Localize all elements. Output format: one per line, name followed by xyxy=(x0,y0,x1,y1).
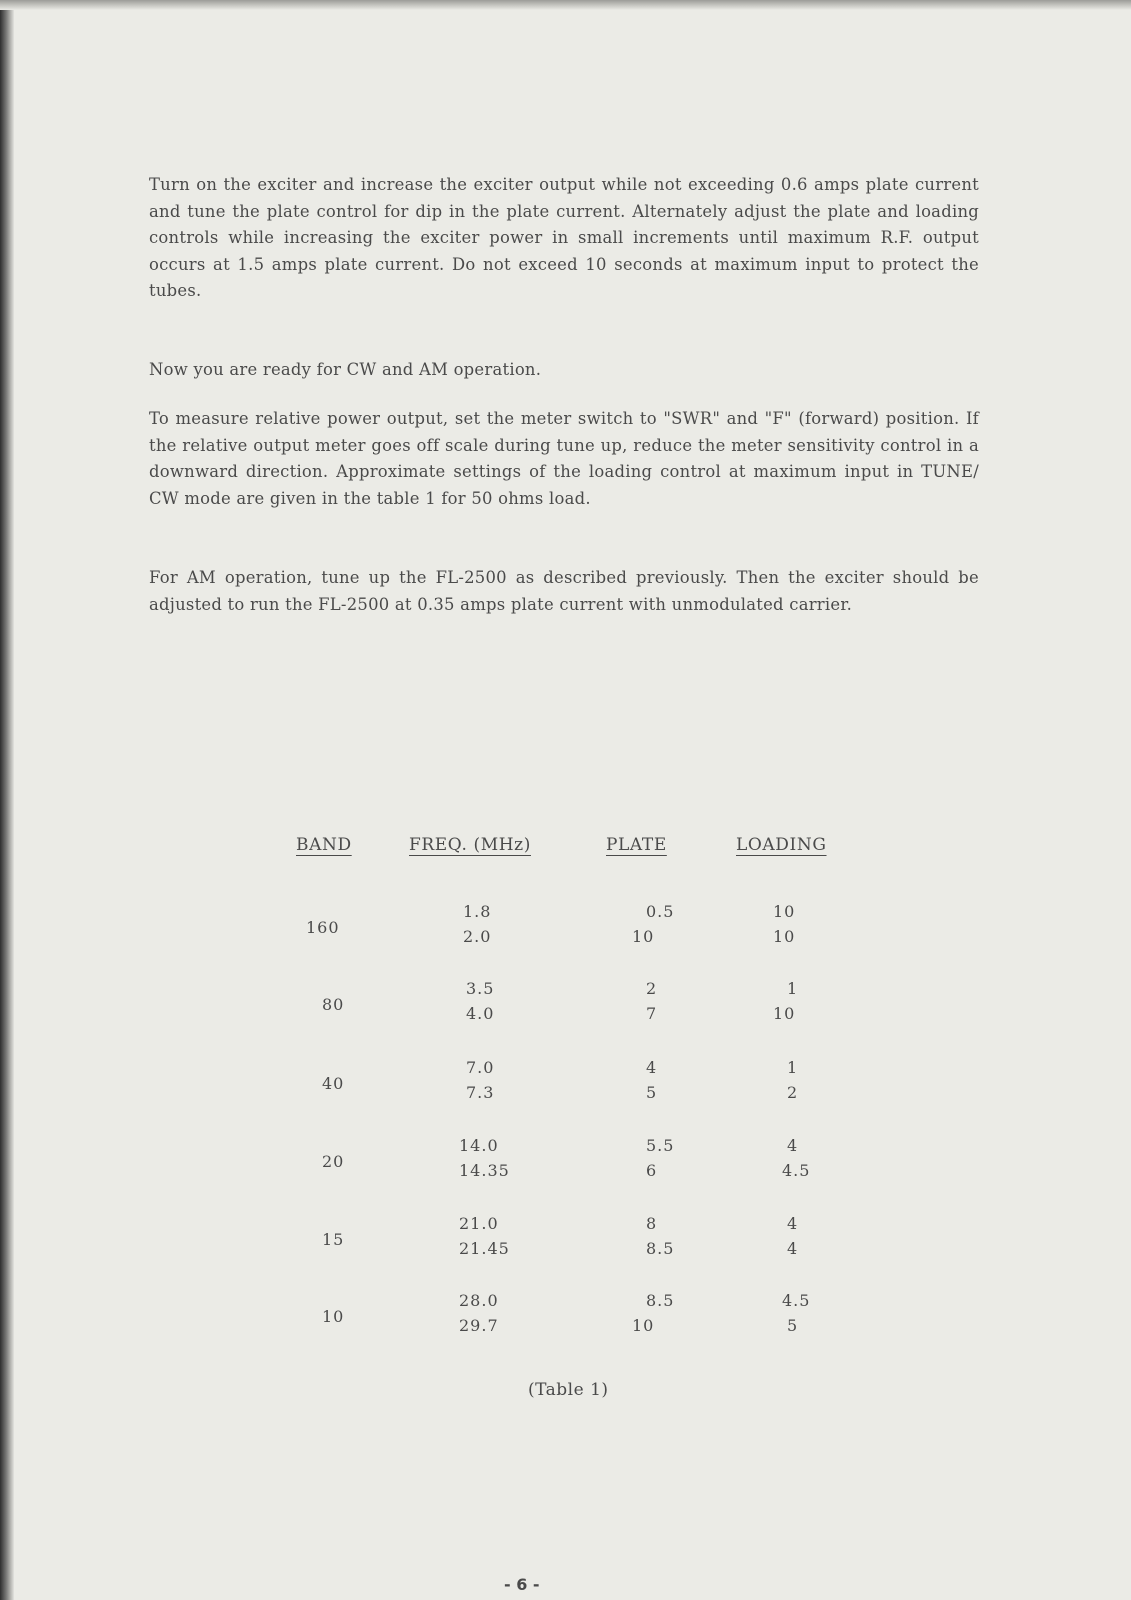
freq-cell: 29.7 xyxy=(459,1316,499,1335)
header-plate: PLATE xyxy=(606,835,667,855)
plate-cell: 4 xyxy=(646,1058,658,1077)
header-band: BAND xyxy=(296,835,352,855)
paragraph-power-output: To measure relative power output, set the meter switch to "SWR" and "F" (forward) position. If the relative output meter goes off scale during tune up, reduce the meter sensitivity control in a downward direction. Approximate settings of the loading control at maximum input in TUNE/ CW mode are given in the table 1 for 50 ohms load. xyxy=(149,409,979,508)
band-cell: 10 xyxy=(322,1307,345,1326)
loading-cell: 4 xyxy=(787,1239,799,1258)
plate-cell: 0.5 xyxy=(646,902,675,921)
band-cell: 40 xyxy=(322,1074,345,1093)
loading-cell: 5 xyxy=(787,1316,799,1335)
scan-top-shadow xyxy=(0,0,1131,10)
plate-cell: 10 xyxy=(632,1316,655,1335)
paragraph-ready: Now you are ready for CW and AM operation. xyxy=(149,360,542,379)
paragraph-tune-procedure: Turn on the exciter and increase the exciter output while not exceeding 0.6 amps plate current and tune the plate control for dip in the plate current. Alternately adjust the plate and loading controls while increasing the exciter power in small increments until maximum R.F. output occurs at 1.5 amps plate current. Do not exceed 10 seconds at maximum input to protect the tubes. xyxy=(149,175,979,300)
loading-cell: 2 xyxy=(787,1083,799,1102)
loading-cell: 1 xyxy=(787,1058,799,1077)
header-loading: LOADING xyxy=(736,835,827,855)
header-freq: FREQ. (MHz) xyxy=(409,835,531,855)
band-cell: 80 xyxy=(322,995,345,1014)
table-caption: (Table 1) xyxy=(528,1380,609,1400)
loading-cell: 10 xyxy=(773,902,796,921)
plate-cell: 10 xyxy=(632,927,655,946)
plate-cell: 6 xyxy=(646,1161,658,1180)
paragraph-am-operation: For AM operation, tune up the FL-2500 as described previously. Then the exciter should be adjusted to run the FL-2500 at 0.35 amps plate current with unmodulated carrier. xyxy=(149,568,979,614)
loading-cell: 10 xyxy=(773,1004,796,1023)
freq-cell: 3.5 xyxy=(466,979,495,998)
freq-cell: 14.0 xyxy=(459,1136,499,1155)
page-number: - 6 - xyxy=(504,1575,540,1594)
freq-cell: 7.3 xyxy=(466,1083,495,1102)
loading-cell: 4.5 xyxy=(782,1161,811,1180)
freq-cell: 1.8 xyxy=(463,902,492,921)
loading-cell: 4.5 xyxy=(782,1291,811,1310)
freq-cell: 21.0 xyxy=(459,1214,499,1233)
plate-cell: 5 xyxy=(646,1083,658,1102)
freq-cell: 28.0 xyxy=(459,1291,499,1310)
band-cell: 15 xyxy=(322,1230,345,1249)
plate-cell: 5.5 xyxy=(646,1136,675,1155)
band-cell: 160 xyxy=(306,918,340,937)
plate-cell: 8.5 xyxy=(646,1239,675,1258)
plate-cell: 7 xyxy=(646,1004,658,1023)
plate-cell: 2 xyxy=(646,979,658,998)
plate-cell: 8.5 xyxy=(646,1291,675,1310)
freq-cell: 7.0 xyxy=(466,1058,495,1077)
freq-cell: 2.0 xyxy=(463,927,492,946)
freq-cell: 14.35 xyxy=(459,1161,510,1180)
loading-cell: 4 xyxy=(787,1136,799,1155)
loading-cell: 1 xyxy=(787,979,799,998)
loading-cell: 4 xyxy=(787,1214,799,1233)
band-cell: 20 xyxy=(322,1152,345,1171)
scan-edge-shadow xyxy=(0,0,14,1600)
loading-cell: 10 xyxy=(773,927,796,946)
freq-cell: 21.45 xyxy=(459,1239,510,1258)
plate-cell: 8 xyxy=(646,1214,658,1233)
freq-cell: 4.0 xyxy=(466,1004,495,1023)
